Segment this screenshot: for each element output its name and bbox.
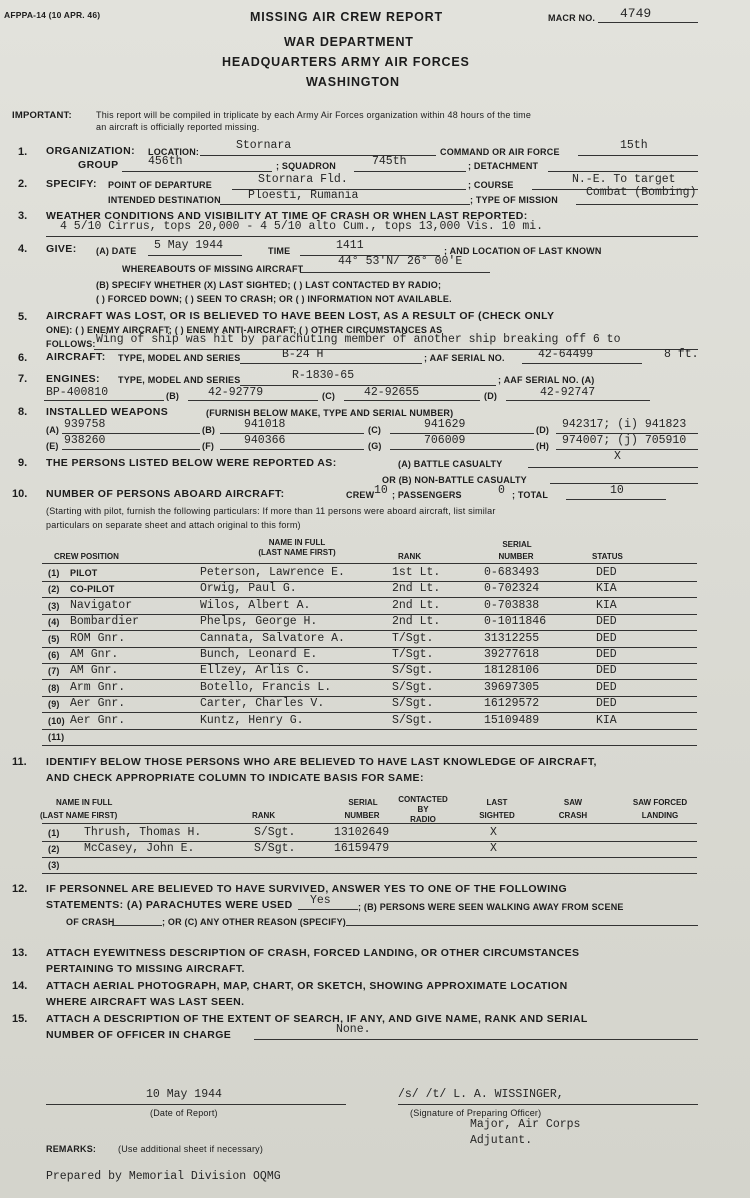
witness-serial-header1: SERIAL — [348, 798, 378, 807]
aircraft-label: AIRCRAFT: — [46, 351, 106, 363]
weapon-b-line — [220, 433, 364, 434]
battle-casualty-line — [528, 467, 698, 468]
weapon-c-value: 941629 — [424, 418, 466, 431]
crew-position-header: CREW POSITION — [54, 552, 119, 561]
item-15-number: 15. — [12, 1013, 28, 1025]
weapon-f-value: 940366 — [244, 434, 286, 447]
weapon-h-label: (H) — [536, 441, 550, 451]
passengers-value: 0 — [498, 484, 505, 497]
witness-row-number: (1) — [48, 828, 60, 838]
survival-line3a: OF CRASH — [66, 917, 115, 927]
mission-line — [576, 204, 698, 205]
reported-as-label: THE PERSONS LISTED BELOW WERE REPORTED AS: — [46, 457, 337, 469]
weapon-e-label: (E) — [46, 441, 59, 451]
other-reason-line — [346, 925, 698, 926]
witness-serial-header2: NUMBER — [344, 811, 380, 820]
witness-rank-header: RANK — [252, 811, 276, 820]
item-11-number: 11. — [12, 756, 27, 768]
crew-status: DED — [596, 632, 617, 645]
crew-label: CREW — [346, 490, 375, 500]
crew-position: AM Gnr. — [70, 664, 119, 677]
crew-rank: 1st Lt. — [392, 566, 441, 579]
persons-aboard-label: NUMBER OF PERSONS ABOARD AIRCRAFT: — [46, 488, 285, 500]
macr-number: 4749 — [620, 6, 652, 21]
engine-d-label: (D) — [484, 391, 498, 401]
engine-b-line — [188, 400, 318, 401]
form-title: MISSING AIR CREW REPORT — [250, 10, 443, 24]
time-value: 1411 — [336, 239, 364, 252]
crew-rank: S/Sgt. — [392, 697, 434, 710]
weather-label: WEATHER CONDITIONS AND VISIBILITY AT TIME OF CRASH OR WHEN LAST REPORTED: — [46, 210, 528, 222]
item-2-number: 2. — [18, 178, 28, 190]
crew-position: Bombardier — [70, 615, 140, 628]
search-line2: NUMBER OF OFFICER IN CHARGE — [46, 1029, 232, 1041]
city: WASHINGTON — [306, 75, 400, 89]
crew-header-rule — [42, 563, 697, 564]
item-14-number: 14. — [12, 980, 28, 992]
item-10-number: 10. — [12, 488, 28, 500]
parachutes-yes: Yes — [310, 894, 331, 907]
survival-line1: IF PERSONNEL ARE BELIEVED TO HAVE SURVIVED, ANSWER YES TO ONE OF THE FOLLOWING — [46, 883, 568, 895]
weapon-c-label: (C) — [368, 425, 382, 435]
witness-rank: S/Sgt. — [254, 842, 296, 855]
crew-status: DED — [596, 615, 617, 628]
detachment-label: ; DETACHMENT — [468, 161, 539, 171]
crew-row-rule — [42, 597, 697, 598]
crew-serial-header1: SERIAL — [502, 540, 532, 549]
departure-label: POINT OF DEPARTURE — [108, 180, 212, 190]
crew-position: ROM Gnr. — [70, 632, 126, 645]
survival-line3b: ; OR (C) ANY OTHER REASON (SPECIFY) — [162, 917, 347, 927]
signature-line — [398, 1104, 698, 1105]
crew-row-number: (5) — [48, 634, 60, 644]
witness-rank: S/Sgt. — [254, 826, 296, 839]
group-value: 456th — [148, 155, 183, 168]
item-1-number: 1. — [18, 146, 28, 158]
forced-options: ( ) FORCED DOWN; ( ) SEEN TO CRASH; OR ( ) INFORMATION NOT AVAILABLE. — [96, 294, 452, 304]
crew-status: KIA — [596, 582, 617, 595]
engine-d-value: 42-92747 — [540, 386, 596, 399]
crew-status-header: STATUS — [592, 552, 623, 561]
report-date: 10 May 1944 — [146, 1088, 222, 1101]
witness-last-header1: LAST — [486, 798, 508, 807]
prepared-by: Prepared by Memorial Division OQMG — [46, 1170, 281, 1183]
engine-a-value: BP-400810 — [46, 386, 109, 399]
crew-name: Cannata, Salvatore A. — [200, 632, 345, 645]
date-value: 5 May 1944 — [154, 239, 224, 252]
whereabouts-line — [300, 272, 490, 273]
weapons-sub-label: (FURNISH BELOW MAKE, TYPE AND SERIAL NUMBER) — [206, 408, 454, 418]
weapon-b-label: (B) — [202, 425, 216, 435]
destination-label: INTENDED DESTINATION — [108, 195, 221, 205]
crew-position: Navigator — [70, 599, 133, 612]
search-none: None. — [336, 1023, 371, 1036]
crew-row-number: (1) — [48, 568, 60, 578]
sighted-options: (B) SPECIFY WHETHER (X) LAST SIGHTED; ( ) LAST CONTACTED BY RADIO; — [96, 280, 442, 290]
give-label: GIVE: — [46, 243, 77, 255]
total-line — [566, 499, 666, 500]
witness-serial: 16159479 — [334, 842, 390, 855]
crew-status: KIA — [596, 599, 617, 612]
command-value: 15th — [620, 139, 648, 152]
crew-name: Phelps, George H. — [200, 615, 318, 628]
crew-name: Botello, Francis L. — [200, 681, 332, 694]
mission-value: Combat (Bombing) — [586, 186, 697, 199]
battle-casualty-mark: X — [614, 450, 621, 463]
witness-name-header2: (LAST NAME FIRST) — [40, 811, 118, 820]
crew-name: Peterson, Lawrence E. — [200, 566, 345, 579]
weapon-g-label: (G) — [368, 441, 382, 451]
mission-label: ; TYPE OF MISSION — [470, 195, 558, 205]
important-line2: an aircraft is officially reported missing. — [96, 122, 260, 132]
crew-row-number: (8) — [48, 683, 60, 693]
detachment-line — [548, 171, 698, 172]
aircraft-type-line — [240, 363, 422, 364]
engine-d-line — [506, 400, 650, 401]
departure-value: Stornara Fld. — [258, 173, 348, 186]
witness-name: Thrush, Thomas H. — [84, 826, 202, 839]
search-line1: ATTACH A DESCRIPTION OF THE EXTENT OF SEARCH, IF ANY, AND GIVE NAME, RANK AND SERIAL — [46, 1013, 588, 1025]
crew-row-number: (9) — [48, 699, 60, 709]
item-7-number: 7. — [18, 373, 28, 385]
date-line — [148, 255, 242, 256]
organization-label: ORGANIZATION: — [46, 145, 135, 157]
crew-rank: S/Sgt. — [392, 714, 434, 727]
witness-row-number: (3) — [48, 860, 60, 870]
engine-serial-label: ; AAF SERIAL NO. (A) — [498, 375, 595, 385]
crew-serial: 31312255 — [484, 632, 540, 645]
report-date-label: (Date of Report) — [150, 1108, 218, 1118]
crew-name: Carter, Charles V. — [200, 697, 325, 710]
crew-row-number: (11) — [48, 732, 65, 742]
crew-status: DED — [596, 664, 617, 677]
item-6-number: 6. — [18, 352, 28, 364]
item-12-number: 12. — [12, 883, 28, 895]
total-value: 10 — [610, 484, 624, 497]
engine-c-line — [344, 400, 480, 401]
engine-c-label: (C) — [322, 391, 336, 401]
crew-serial: 0-703838 — [484, 599, 540, 612]
witness-saw-header1: SAW — [563, 798, 583, 807]
weapon-f-label: (F) — [202, 441, 215, 451]
officer-title1: Major, Air Corps — [470, 1118, 581, 1131]
non-battle-casualty-line — [550, 483, 698, 484]
witness-forced-header2: LANDING — [641, 811, 679, 820]
crew-row-number: (3) — [48, 601, 60, 611]
crew-row-rule — [42, 729, 697, 730]
survival-line2a: STATEMENTS: (A) PARACHUTES WERE USED — [46, 899, 293, 911]
location-value: Stornara — [236, 139, 292, 152]
crew-status: DED — [596, 566, 617, 579]
weapon-g-value: 706009 — [424, 434, 466, 447]
crew-row-number: (10) — [48, 716, 65, 726]
crew-value: 10 — [374, 484, 388, 497]
item-8-number: 8. — [18, 406, 28, 418]
passengers-label: ; PASSENGERS — [392, 490, 462, 500]
crew-name: Kuntz, Henry G. — [200, 714, 304, 727]
destination-value: Ploesti, Rumania — [248, 189, 359, 202]
crew-position: Aer Gnr. — [70, 697, 126, 710]
weapon-h-value: 974007; (j) 705910 — [562, 434, 687, 447]
engine-c-value: 42-92655 — [364, 386, 420, 399]
witness-name-header1: NAME IN FULL — [56, 798, 113, 807]
signature-label: (Signature of Preparing Officer) — [410, 1108, 542, 1118]
crew-status: DED — [596, 697, 617, 710]
crew-serial: 18128106 — [484, 664, 540, 677]
witness-forced-header1: SAW FORCED — [632, 798, 688, 807]
photo-line1: ATTACH AERIAL PHOTOGRAPH, MAP, CHART, OR SKETCH, SHOWING APPROXIMATE LOCATION — [46, 980, 568, 992]
crew-name: Orwig, Paul G. — [200, 582, 297, 595]
aircraft-serial-value: 42-64499 — [538, 348, 594, 361]
crew-position: Arm Gnr. — [70, 681, 126, 694]
weapon-d-value: 942317; (i) 941823 — [562, 418, 687, 431]
crew-position: Aer Gnr. — [70, 714, 126, 727]
eyewitness-line1: ATTACH EYEWITNESS DESCRIPTION OF CRASH, FORCED LANDING, OR OTHER CIRCUMSTANCES — [46, 947, 580, 959]
witness-contacted-header2: BY — [417, 805, 429, 814]
location-label: LOCATION: — [148, 147, 200, 157]
battle-casualty-label: (A) BATTLE CASUALTY — [398, 459, 503, 469]
aircraft-serial-label: ; AAF SERIAL NO. — [424, 353, 505, 363]
follows-line — [94, 349, 698, 350]
non-battle-casualty-label: OR (B) NON-BATTLE CASUALTY — [382, 475, 527, 485]
date-label: (A) DATE — [96, 246, 137, 256]
crew-status: DED — [596, 681, 617, 694]
squadron-line — [354, 171, 466, 172]
crew-rank: 2nd Lt. — [392, 599, 441, 612]
crew-serial: 0-702324 — [484, 582, 540, 595]
crew-rank: S/Sgt. — [392, 681, 434, 694]
crew-serial: 16129572 — [484, 697, 540, 710]
lost-cause-line2: ONE): ( ) ENEMY AIRCRAFT; ( ) ENEMY ANTI-AIRCRAFT; ( ) OTHER CIRCUMSTANCES AS — [46, 325, 443, 335]
crew-serial: 0-683493 — [484, 566, 540, 579]
weapon-b-value: 941018 — [244, 418, 286, 431]
witness-row-rule — [42, 873, 697, 874]
witness-last-sighted: X — [490, 826, 497, 839]
follows-end: 8 ft. — [664, 348, 699, 361]
crew-position: PILOT — [70, 568, 98, 578]
item-4-number: 4. — [18, 243, 28, 255]
destination-line — [220, 204, 470, 205]
crew-row-rule — [42, 630, 697, 631]
crew-row-rule — [42, 712, 697, 713]
witness-row-number: (2) — [48, 844, 60, 854]
persons-note1: (Starting with pilot, furnish the following particulars: If more than 11 persons were aboard aircraft, list similar — [46, 506, 496, 516]
group-label: GROUP — [78, 159, 119, 171]
course-value: N.-E. To target — [572, 173, 676, 186]
important-label: IMPORTANT: — [12, 110, 72, 121]
crew-position: AM Gnr. — [70, 648, 119, 661]
officer-signature: /s/ /t/ L. A. WISSINGER, — [398, 1088, 564, 1101]
crew-name: Ellzey, Arlis C. — [200, 664, 311, 677]
crew-name-header2: (LAST NAME FIRST) — [258, 548, 336, 557]
remarks-note: (Use additional sheet if necessary) — [118, 1144, 264, 1154]
crew-name: Wilos, Albert A. — [200, 599, 311, 612]
crew-row-rule — [42, 679, 697, 680]
item-5-number: 5. — [18, 311, 28, 323]
crew-rank: 2nd Lt. — [392, 582, 441, 595]
crew-rank: 2nd Lt. — [392, 615, 441, 628]
weapons-label: INSTALLED WEAPONS — [46, 406, 169, 418]
form-number: AFPPA-14 (10 APR. 46) — [4, 10, 101, 20]
macr-underline — [598, 22, 698, 23]
whereabouts-label: WHEREABOUTS OF MISSING AIRCRAFT — [122, 264, 304, 274]
weapon-e-line — [62, 449, 200, 450]
report-date-line — [46, 1104, 346, 1105]
last-knowledge-line1: IDENTIFY BELOW THOSE PERSONS WHO ARE BELIEVED TO HAVE LAST KNOWLEDGE OF AIRCRAFT, — [46, 756, 597, 768]
witness-saw-header2: CRASH — [558, 811, 588, 820]
engine-type-value: R-1830-65 — [292, 369, 355, 382]
lost-cause-line1: AIRCRAFT WAS LOST, OR IS BELIEVED TO HAVE BEEN LOST, AS A RESULT OF (CHECK ONLY — [46, 310, 555, 322]
crew-serial: 15109489 — [484, 714, 540, 727]
engines-label: ENGINES: — [46, 373, 100, 385]
weapon-g-line — [390, 449, 534, 450]
last-knowledge-line2: AND CHECK APPROPRIATE COLUMN TO INDICATE BASIS FOR SAME: — [46, 772, 424, 784]
parachutes-line — [298, 909, 358, 910]
crew-rank-header: RANK — [398, 552, 422, 561]
crew-name-header1: NAME IN FULL — [268, 538, 326, 547]
crew-serial: 39277618 — [484, 648, 540, 661]
witness-header-rule — [42, 823, 697, 824]
witness-contacted-header3: RADIO — [410, 815, 436, 824]
specify-label: SPECIFY: — [46, 178, 97, 190]
engine-a-line — [44, 400, 164, 401]
crash-line — [112, 925, 162, 926]
crew-row-number: (6) — [48, 650, 60, 660]
eyewitness-line2: PERTAINING TO MISSING AIRCRAFT. — [46, 963, 245, 975]
squadron-label: ; SQUADRON — [276, 161, 336, 171]
weapon-a-label: (A) — [46, 425, 60, 435]
witness-last-sighted: X — [490, 842, 497, 855]
command-line — [578, 155, 698, 156]
group-line — [122, 171, 272, 172]
department: WAR DEPARTMENT — [284, 35, 414, 49]
engine-type-label: TYPE, MODEL AND SERIES — [118, 375, 241, 385]
weapon-e-value: 938260 — [64, 434, 106, 447]
witness-row-rule — [42, 857, 697, 858]
engine-b-label: (B) — [166, 391, 180, 401]
crew-serial-header2: NUMBER — [498, 552, 534, 561]
location-known-label: ; AND LOCATION OF LAST KNOWN — [444, 246, 602, 256]
weather-line — [46, 236, 698, 237]
witness-last-header2: SIGHTED — [479, 811, 515, 820]
macr-label: MACR NO. — [548, 13, 596, 23]
crew-status: DED — [596, 648, 617, 661]
item-13-number: 13. — [12, 947, 28, 959]
aircraft-type-label: TYPE, MODEL AND SERIES — [118, 353, 241, 363]
item-3-number: 3. — [18, 210, 28, 222]
remarks-label: REMARKS: — [46, 1144, 97, 1154]
important-line1: This report will be compiled in triplicate by each Army Air Forces organization within 48 hours of the time — [96, 110, 532, 120]
headquarters: HEADQUARTERS ARMY AIR FORCES — [222, 55, 470, 69]
crew-rank: T/Sgt. — [392, 632, 434, 645]
crew-rank: S/Sgt. — [392, 664, 434, 677]
photo-line2: WHERE AIRCRAFT WAS LAST SEEN. — [46, 996, 245, 1008]
search-line — [254, 1039, 698, 1040]
crew-row-number: (2) — [48, 584, 60, 594]
survival-line2b: ; (B) PERSONS WERE SEEN WALKING AWAY FROM SCENE — [358, 902, 624, 912]
aircraft-serial-line — [522, 363, 642, 364]
aircraft-type-value: B-24 H — [282, 348, 324, 361]
command-label: COMMAND OR AIR FORCE — [440, 147, 560, 157]
weapon-d-label: (D) — [536, 425, 550, 435]
weapon-a-value: 939758 — [64, 418, 106, 431]
crew-row-number: (7) — [48, 666, 60, 676]
crew-row-rule — [42, 745, 697, 746]
crew-name: Bunch, Leonard E. — [200, 648, 318, 661]
course-label: ; COURSE — [468, 180, 514, 190]
crew-position: CO-PILOT — [70, 584, 115, 594]
witness-name: McCasey, John E. — [84, 842, 195, 855]
squadron-value: 745th — [372, 155, 407, 168]
witness-contacted-header1: CONTACTED — [398, 795, 448, 804]
crew-serial: 0-1011846 — [484, 615, 547, 628]
persons-note2: particulars on separate sheet and attach original to this form) — [46, 520, 301, 530]
engine-b-value: 42-92779 — [208, 386, 264, 399]
whereabouts-value: 44° 53'N/ 26° 00'E — [338, 255, 463, 268]
item-9-number: 9. — [18, 457, 28, 469]
weapon-f-line — [220, 449, 364, 450]
total-label: ; TOTAL — [512, 490, 549, 500]
witness-serial: 13102649 — [334, 826, 390, 839]
weapon-h-line — [556, 449, 698, 450]
time-label: TIME — [268, 246, 291, 256]
crew-serial: 39697305 — [484, 681, 540, 694]
crew-status: KIA — [596, 714, 617, 727]
crew-row-number: (4) — [48, 617, 60, 627]
officer-title2: Adjutant. — [470, 1134, 533, 1147]
follows-value: Wing of ship was hit by parachuting member of another ship breaking off 6 to — [96, 333, 621, 346]
weather-value: 4 5/10 Cirrus, tops 20,000 - 4 5/10 alto Cum., tops 13,000 Vis. 10 mi. — [60, 220, 544, 233]
crew-rank: T/Sgt. — [392, 648, 434, 661]
follows-label: FOLLOWS: — [46, 339, 96, 349]
